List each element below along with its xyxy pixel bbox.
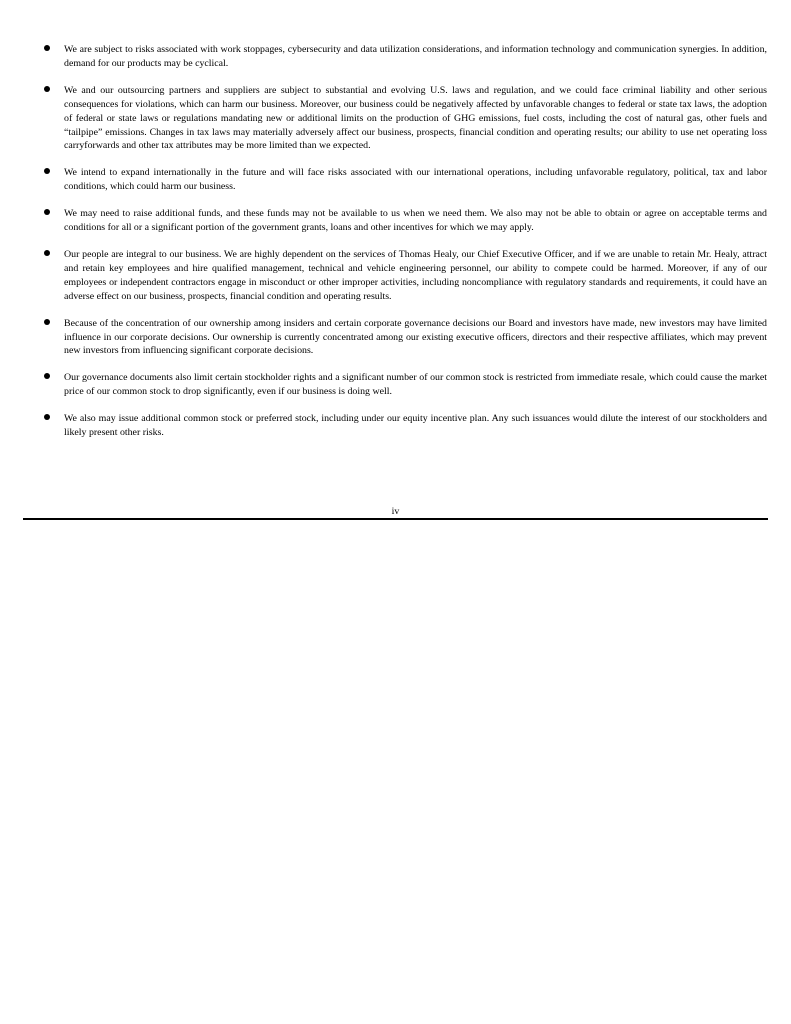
- list-item: [0, 84, 791, 154]
- bullet-text: We and our outsourcing partners and suppliers are subject to substantial and evolving U.S. laws and regulation, and we could face criminal liability and other serious consequences for violations, which can harm our business. Moreover, our business could be negatively affected by unfavorable changes to federal or state tax laws, the adoption of federal or state laws or regulations mandating new or additional limits on the production of GHG emissions, fuel costs, including the cost of natural gas, other fuels and “tailpipe” emissions. Changes in tax laws may materially adversely affect our business, prospects, financial condition and operating results; our ability to use net operating loss carryforwards and other tax attributes may be more limited than we expected.: [64, 84, 767, 152]
- bullet-text: We are subject to risks associated with work stoppages, cybersecurity and data utilization considerations, and information technology and communication synergies. In addition, demand for our products may be cyclical.: [64, 44, 767, 69]
- bullet-icon: [44, 168, 50, 174]
- risk-summary-list: [0, 43, 791, 453]
- list-item: [0, 317, 791, 359]
- bullet-text: We may need to raise additional funds, and these funds may not be available to us when we need them. We also may not be able to obtain or agree on acceptable terms and conditions for all or a significant portion of the government grants, loans and other incentives for which we may apply.: [64, 208, 767, 234]
- list-item: [0, 371, 791, 399]
- bullet-icon: [44, 250, 50, 256]
- bullet-icon: [44, 209, 50, 215]
- bullet-text: We also may issue additional common stock or preferred stock, including under our equity incentive plan. Any such issuances would dilute the interest of our stockholders and likely present other risks.: [64, 413, 767, 439]
- bullet-text: Our governance documents also limit certain stockholder rights and a significant number of our common stock is restricted from immediate resale, which could cause the market price of our common stock to drop significantly, even if our business is doing well.: [64, 372, 767, 398]
- bullet-icon: [44, 373, 50, 379]
- bullet-text: Our people are integral to our business. We are highly dependent on the services of Thomas Healy, our Chief Executive Officer, and if we are unable to retain Mr. Healy, attract and retain key employees and hire qualified management, technical and vehicle engineering personnel, our ability to compete could be harmed. Moreover, if any of our employees or independent contractors engage in misconduct or other improper activities, including noncompliance with regulatory standards and requirements, it could have an adverse effect on our business, prospects, financial condition and operating results.: [64, 248, 767, 302]
- list-item: [0, 207, 791, 235]
- bullet-text: We intend to expand internationally in the future and will face risks associated with our international operations, including unfavorable regulatory, political, tax and labor conditions, which could harm our business.: [64, 167, 767, 193]
- bullet-icon: [44, 414, 50, 420]
- list-item: [0, 412, 791, 440]
- list-item: [0, 43, 791, 71]
- bullet-text: Because of the concentration of our ownership among insiders and certain corporate governance decisions our Board and investors have made, new investors may have limited influence in our corporate decisions. Our ownership is currently concentrated among our existing executive officers, directors and their respective affiliates, which may prevent new investors from influencing significant corporate decisions.: [64, 317, 767, 357]
- bullet-icon: [44, 45, 50, 51]
- bullet-icon: [44, 319, 50, 325]
- bullet-icon: [44, 86, 50, 92]
- page-number: iv: [391, 506, 400, 517]
- list-item: [0, 166, 791, 194]
- footer-divider: [23, 518, 768, 520]
- list-item: [0, 248, 791, 304]
